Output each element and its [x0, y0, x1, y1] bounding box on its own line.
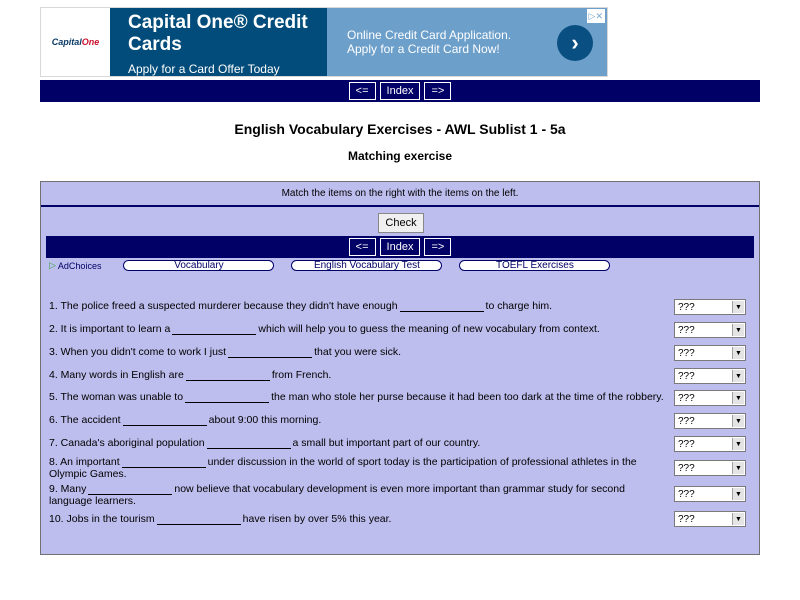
question-6	[49, 414, 669, 426]
prev-button[interactable]: <=	[349, 238, 376, 256]
question-text: under discussion in the world of sport today is the participation of professional athletes in the Olympic Games.	[49, 456, 637, 480]
answer-select-9[interactable]	[674, 486, 746, 502]
question-text: 9. Many	[49, 483, 87, 495]
inner-nav-bar	[46, 236, 754, 258]
ad-description-panel[interactable]	[327, 8, 607, 76]
link-vocabulary[interactable]: Vocabulary	[123, 260, 274, 271]
select-value: ???	[678, 438, 695, 450]
question-3	[49, 346, 669, 358]
answer-select-7[interactable]	[674, 436, 746, 452]
ad-close-icon[interactable]: ▷✕	[588, 11, 603, 21]
dropdown-arrow-icon[interactable]: ▼	[732, 513, 744, 525]
select-value: ???	[678, 301, 695, 313]
logo-accent: One	[81, 37, 100, 47]
question-text: about 9:00 this morning.	[208, 414, 322, 426]
ad-title[interactable]: Capital One® Credit Cards	[128, 12, 308, 55]
answer-blank	[186, 380, 270, 381]
question-text: 7. Canada's aboriginal population	[49, 437, 205, 449]
question-text: from French.	[271, 369, 332, 381]
answer-blank	[207, 448, 291, 449]
answer-select-1[interactable]	[674, 299, 746, 315]
top-nav-bar	[40, 80, 760, 102]
select-value: ???	[678, 392, 695, 404]
capital-one-logo[interactable]	[41, 8, 110, 76]
dropdown-arrow-icon[interactable]: ▼	[732, 370, 744, 382]
answer-select-10[interactable]	[674, 511, 746, 527]
question-text: which will help you to guess the meaning of new vocabulary from context.	[258, 323, 600, 335]
check-button[interactable]: Check	[378, 213, 424, 233]
ad-description[interactable]: Online Credit Card Application. Apply for a Credit Card Now!	[347, 28, 512, 56]
dropdown-arrow-icon[interactable]: ▼	[732, 301, 744, 313]
answer-select-4[interactable]	[674, 368, 746, 384]
adchoices[interactable]	[49, 260, 101, 271]
question-text: a small but important part of our country.	[292, 437, 481, 449]
dropdown-arrow-icon[interactable]: ▼	[732, 462, 744, 474]
question-5	[49, 391, 669, 403]
logo-text: Capital	[51, 37, 82, 47]
dropdown-arrow-icon[interactable]: ▼	[732, 415, 744, 427]
question-1	[49, 300, 669, 312]
page-subtitle: Matching exercise	[347, 149, 453, 163]
link-toefl-exercises[interactable]: TOEFL Exercises	[459, 260, 610, 271]
adchoices-label: AdChoices	[57, 260, 102, 271]
select-value: ???	[678, 324, 695, 336]
ad-links-row	[49, 260, 610, 271]
question-text: 10. Jobs in the tourism	[49, 513, 155, 525]
question-text: 6. The accident	[49, 414, 121, 426]
page-title: English Vocabulary Exercises - AWL Sublist 1 - 5a	[234, 121, 566, 137]
answer-blank	[400, 311, 484, 312]
question-text: 3. When you didn't come to work I just	[49, 346, 227, 358]
question-9	[49, 483, 669, 507]
answer-blank	[157, 524, 241, 525]
next-button[interactable]: =>	[424, 82, 451, 100]
dropdown-arrow-icon[interactable]: ▼	[732, 347, 744, 359]
select-value: ???	[678, 513, 695, 525]
answer-select-2[interactable]	[674, 322, 746, 338]
select-value: ???	[678, 347, 695, 359]
question-text: have risen by over 5% this year.	[242, 513, 392, 525]
link-english-vocabulary-test[interactable]: English Vocabulary Test	[291, 260, 442, 271]
ad-main[interactable]	[110, 8, 327, 76]
answer-select-5[interactable]	[674, 390, 746, 406]
index-button[interactable]: Index	[380, 82, 421, 100]
dropdown-arrow-icon[interactable]: ▼	[732, 392, 744, 404]
question-2	[49, 323, 669, 335]
answer-select-8[interactable]	[674, 460, 746, 476]
question-8	[49, 456, 669, 480]
answer-select-6[interactable]	[674, 413, 746, 429]
instructions: Match the items on the right with the items on the left.	[41, 182, 759, 207]
question-text: 4. Many words in English are	[49, 369, 184, 381]
ad-banner[interactable]	[40, 7, 608, 77]
answer-select-3[interactable]	[674, 345, 746, 361]
ad-subtitle[interactable]: Apply for a Card Offer Today	[128, 62, 280, 76]
answer-blank	[228, 357, 312, 358]
question-text: 2. It is important to learn a	[49, 323, 171, 335]
select-value: ???	[678, 415, 695, 427]
answer-blank	[185, 402, 269, 403]
select-value: ???	[678, 370, 695, 382]
index-button[interactable]: Index	[380, 238, 421, 256]
question-text: 8. An important	[49, 456, 120, 468]
chevron-right-icon[interactable]: ›	[557, 25, 593, 61]
question-text: that you were sick.	[314, 346, 402, 358]
next-button[interactable]: =>	[424, 238, 451, 256]
select-value: ???	[678, 488, 695, 500]
answer-blank	[123, 425, 207, 426]
question-text: 1. The police freed a suspected murderer because they didn't have enough	[49, 300, 398, 312]
answer-blank	[172, 334, 256, 335]
question-text: to charge him.	[485, 300, 553, 312]
question-10	[49, 513, 669, 525]
question-text: the man who stole her purse because it had been too dark at the time of the robbery.	[271, 391, 664, 403]
adchoices-icon: ▷	[49, 260, 56, 270]
prev-button[interactable]: <=	[349, 82, 376, 100]
dropdown-arrow-icon[interactable]: ▼	[732, 438, 744, 450]
answer-blank	[122, 467, 206, 468]
dropdown-arrow-icon[interactable]: ▼	[732, 488, 744, 500]
dropdown-arrow-icon[interactable]: ▼	[732, 324, 744, 336]
question-text: now believe that vocabulary development is even more important than grammar study for second language learners.	[49, 483, 625, 507]
select-value: ???	[678, 462, 695, 474]
question-7	[49, 437, 669, 449]
question-4	[49, 369, 669, 381]
question-text: 5. The woman was unable to	[49, 391, 184, 403]
